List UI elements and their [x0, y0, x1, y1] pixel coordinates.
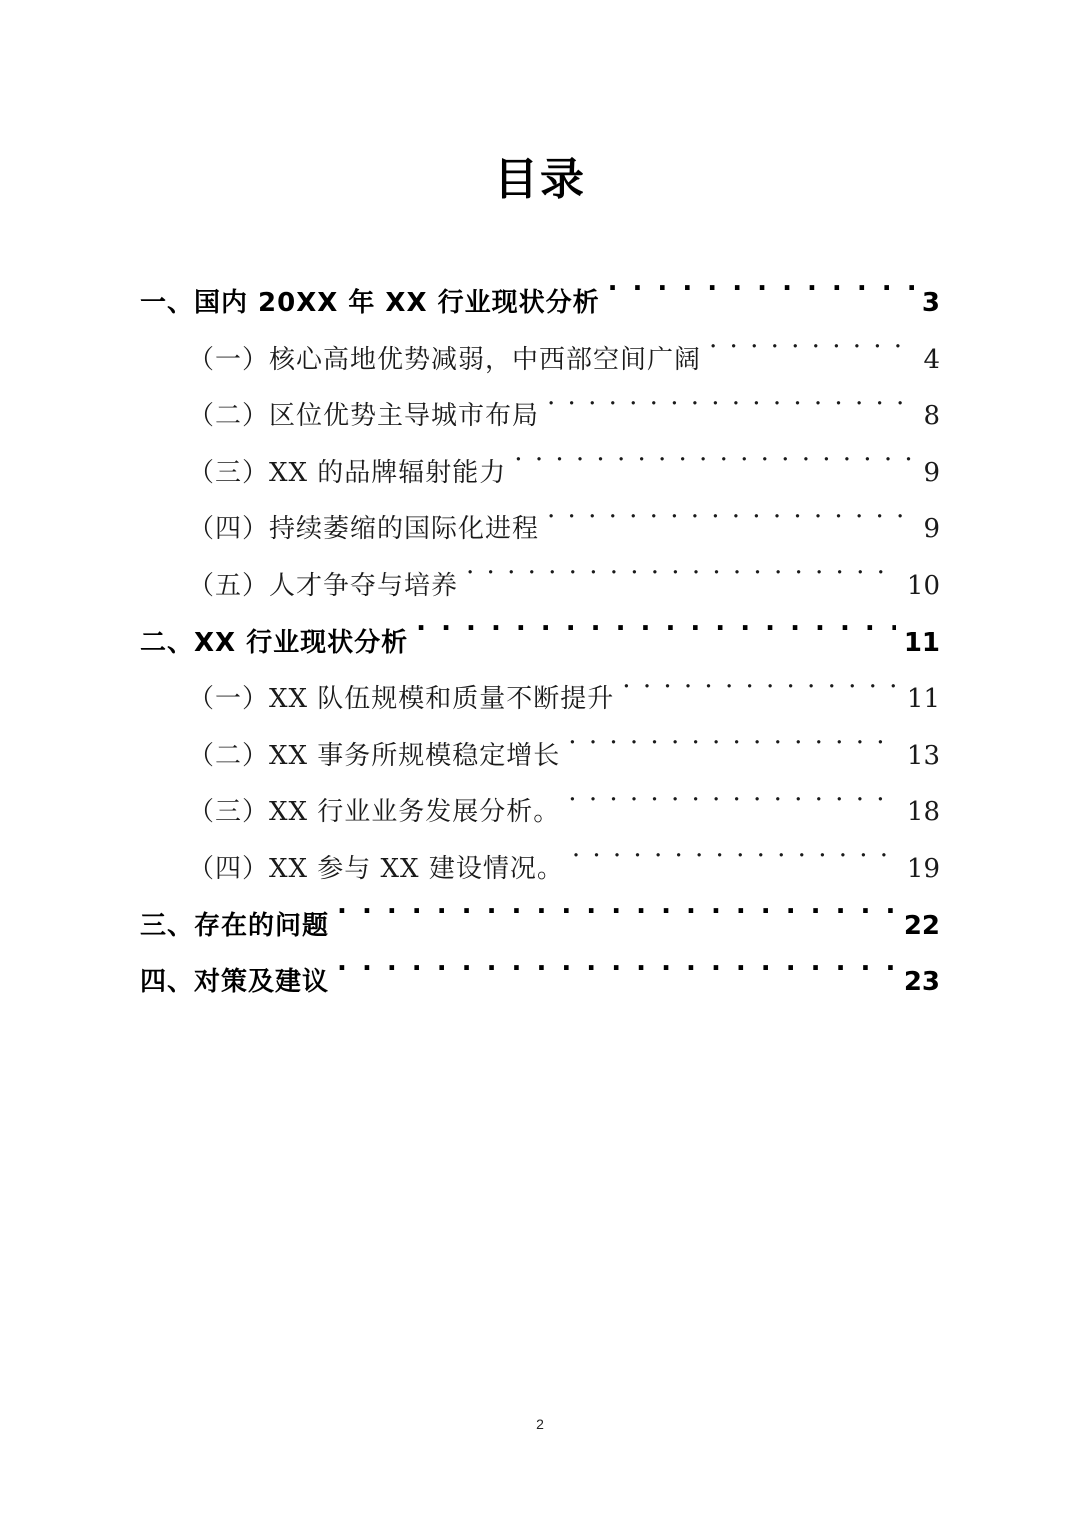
toc-entry-text: （一）核心高地优势减弱，中西部空间广阔 [188, 344, 702, 375]
toc-entry-page: 13 [906, 740, 940, 771]
toc-entry[interactable] [140, 275, 940, 332]
toc-dot-leader [572, 851, 899, 877]
toc-entry-text: 四、对策及建议 [140, 967, 330, 998]
toc-dot-leader [709, 342, 914, 368]
toc-entry[interactable] [140, 728, 940, 785]
toc-entry[interactable] [140, 954, 940, 1011]
toc-entry-text: （五）人才争夺与培养 [188, 570, 459, 601]
toc-entry-text: （四）XX 参与 XX 建设情况。 [188, 853, 564, 884]
toc-entry-page: 23 [903, 967, 940, 998]
toc-entry-page: 8 [923, 401, 940, 432]
toc-dot-leader [568, 738, 899, 764]
toc-entry[interactable] [140, 445, 940, 502]
toc-dot-leader [337, 908, 896, 934]
toc-dot-leader [337, 964, 896, 990]
toc-entry-text: （三）XX 的品牌辐射能力 [188, 457, 507, 488]
toc-dot-leader [608, 285, 914, 311]
toc-entry-text: 一、国内 20XX 年 XX 行业现状分析 [140, 288, 600, 318]
toc-entry-page: 11 [903, 627, 940, 658]
toc-entry-page: 11 [906, 684, 940, 715]
toc-entry[interactable] [140, 388, 940, 445]
toc-entry-page: 9 [923, 457, 940, 488]
toc-entry-text: （二）XX 事务所规模稳定增长 [188, 740, 561, 771]
toc-entry[interactable] [140, 671, 940, 728]
toc-entry-page: 18 [906, 797, 940, 828]
toc-entry-page: 4 [923, 344, 940, 375]
toc-entry[interactable] [140, 558, 940, 615]
toc-entry-text: 三、存在的问题 [140, 910, 330, 941]
toc-dot-leader [466, 568, 899, 594]
toc-entry-text: （一）XX 队伍规模和质量不断提升 [188, 684, 615, 715]
toc-entry-text: （二）区位优势主导城市布局 [188, 401, 540, 432]
toc-entry-page: 22 [903, 910, 940, 941]
toc-dot-leader [568, 794, 899, 820]
toc-entry-page: 10 [906, 570, 940, 601]
toc-entry-text: （三）XX 行业业务发展分析。 [188, 797, 561, 828]
toc-entry[interactable] [140, 841, 940, 898]
toc-entry[interactable] [140, 332, 940, 389]
toc-entry[interactable] [140, 615, 940, 672]
toc-entry[interactable] [140, 784, 940, 841]
table-of-contents [140, 275, 940, 1011]
toc-entry[interactable] [140, 898, 940, 955]
toc-entry-text: （四）持续萎缩的国际化进程 [188, 514, 540, 545]
toc-entry-page: 3 [921, 288, 940, 318]
toc-dot-leader [622, 681, 899, 707]
page-number: 2 [536, 1416, 544, 1432]
toc-dot-leader [547, 511, 914, 537]
toc-entry-text: 二、XX 行业现状分析 [140, 627, 409, 658]
toc-title: 目录 [494, 154, 586, 205]
toc-dot-leader [416, 625, 896, 651]
toc-dot-leader [547, 398, 914, 424]
toc-entry-page: 19 [906, 853, 940, 884]
toc-entry[interactable] [140, 501, 940, 558]
toc-dot-leader [514, 455, 914, 481]
toc-entry-page: 9 [923, 514, 940, 545]
